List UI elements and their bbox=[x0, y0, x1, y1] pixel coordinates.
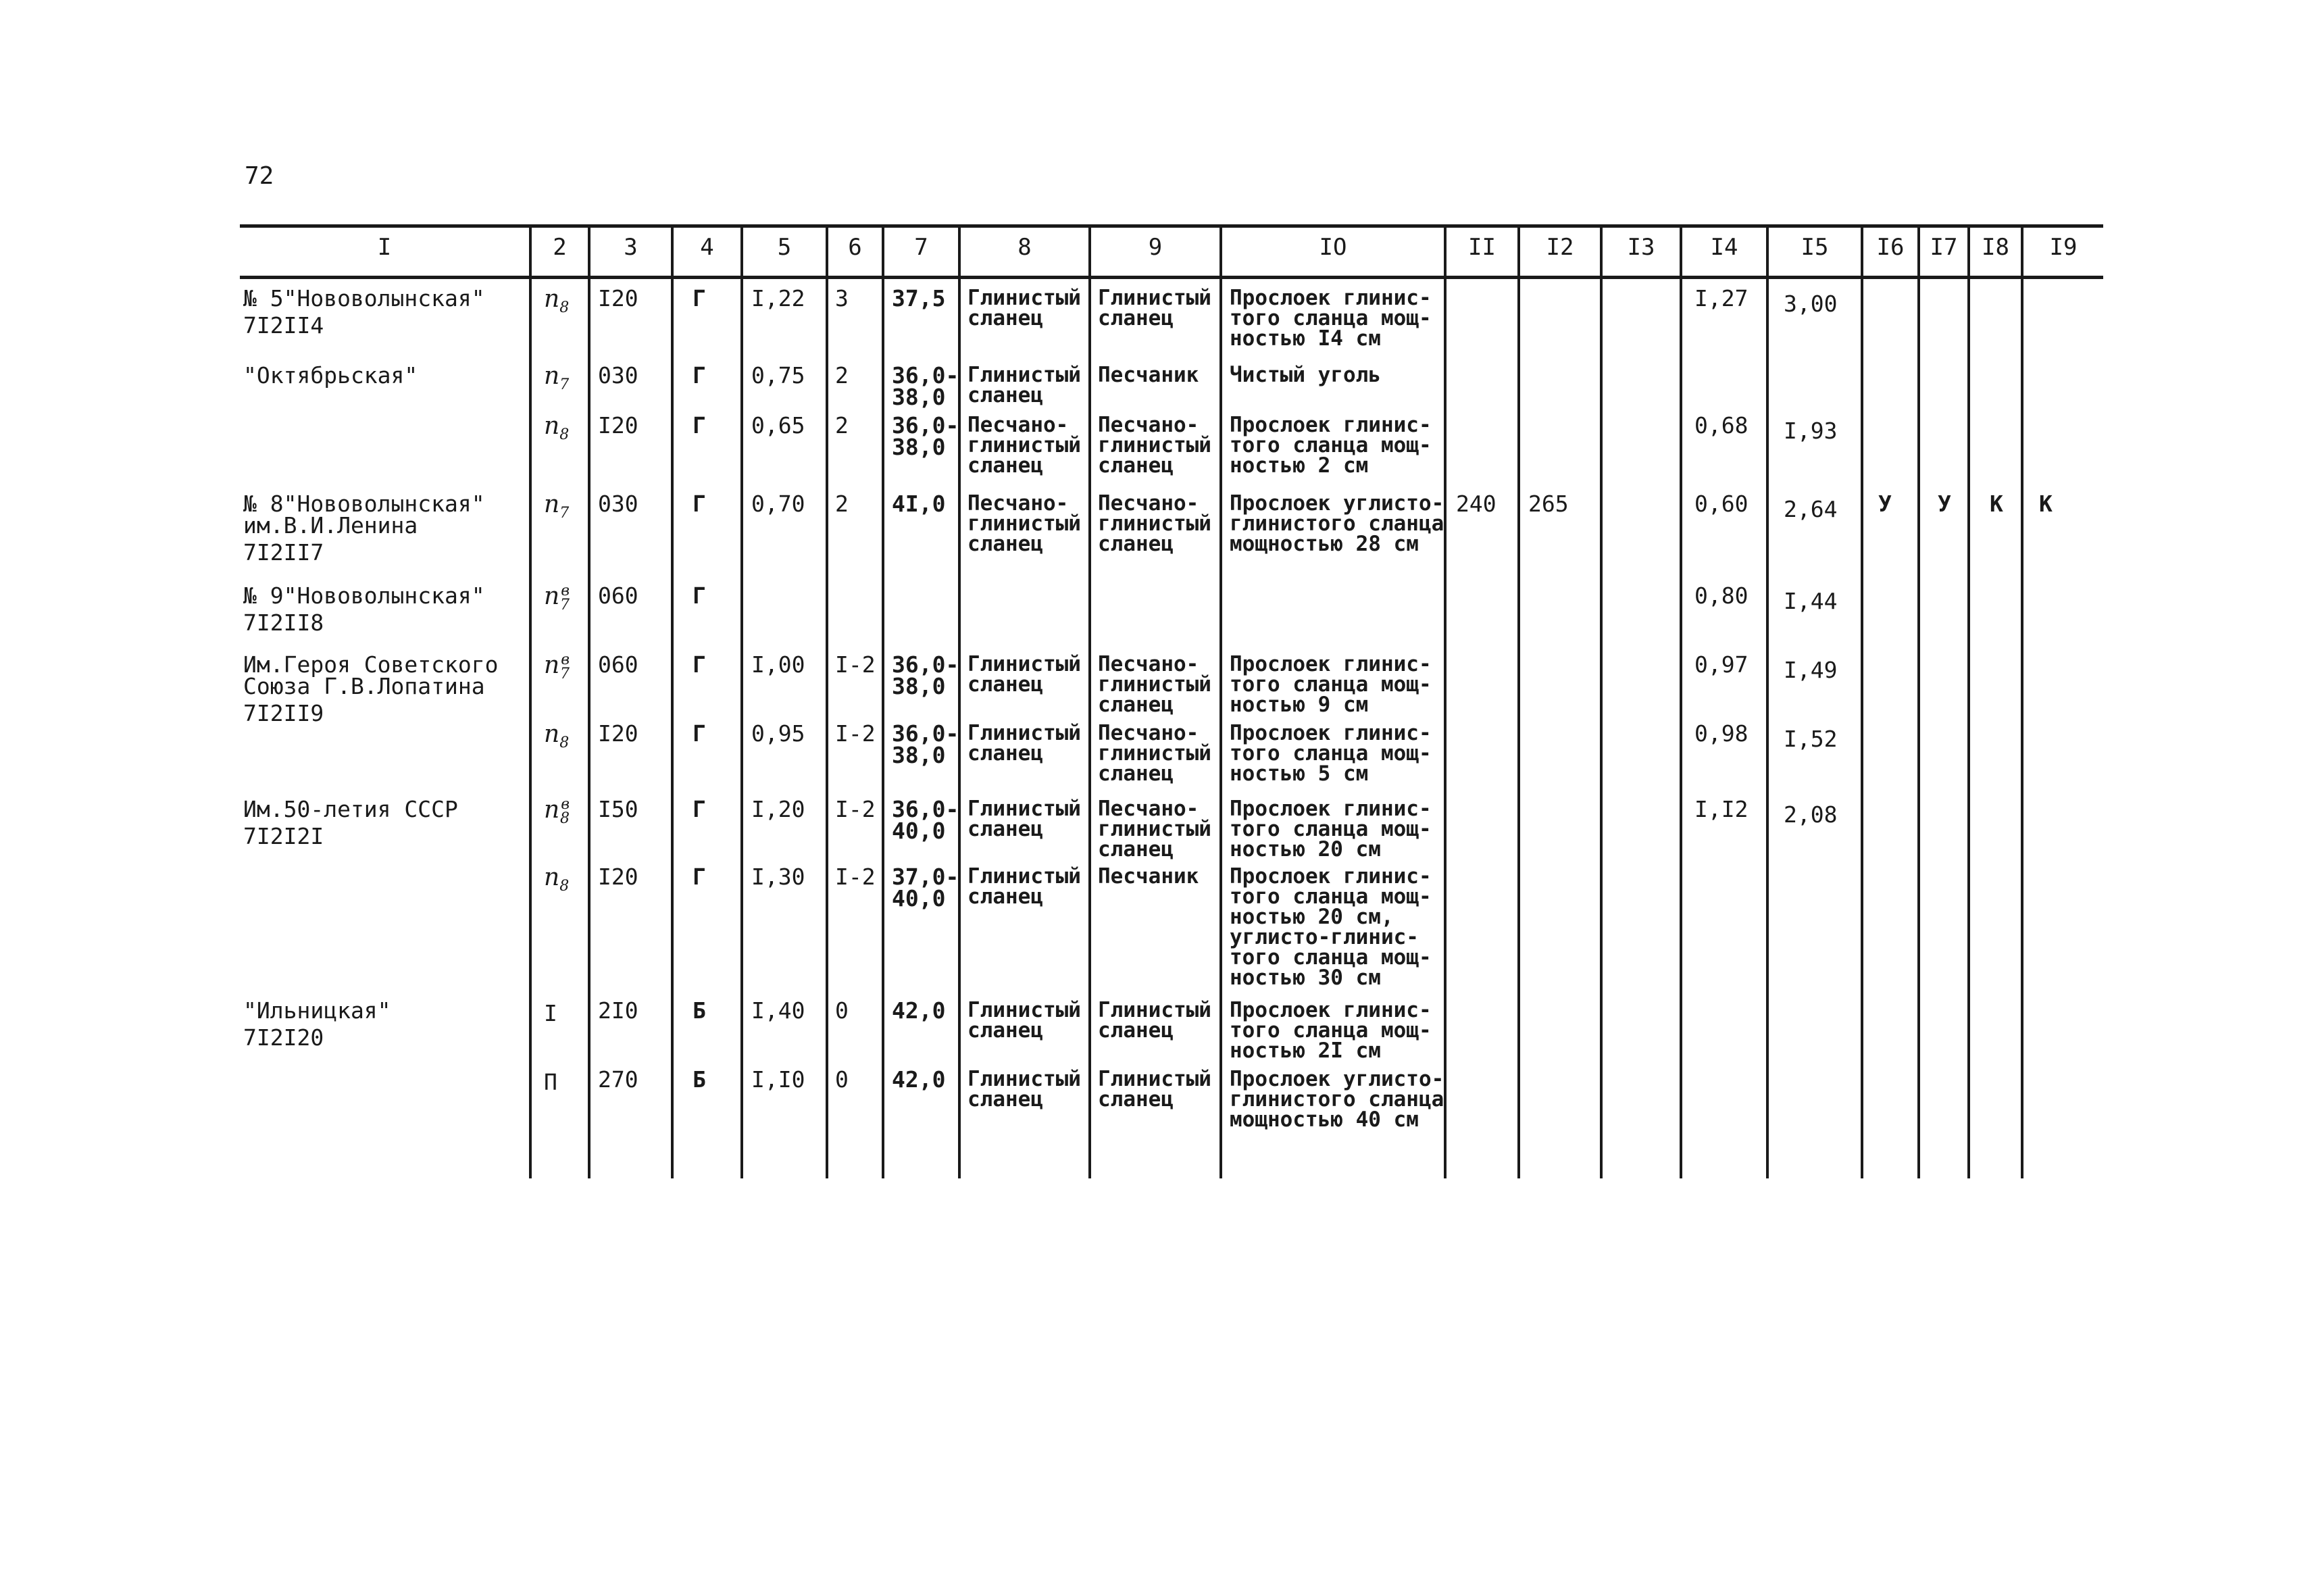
cell-line: того сланца мощ- bbox=[1230, 433, 1432, 457]
row-4-col-c11: 240 bbox=[1456, 491, 1496, 517]
column-header-7: 7 bbox=[914, 234, 928, 261]
seam-sub: 7 bbox=[560, 597, 570, 614]
row-4-col-c5: 0,70 bbox=[751, 491, 805, 517]
seam-index bbox=[544, 285, 569, 316]
cell-line: сланец bbox=[1098, 306, 1174, 330]
cell-line: Прослоек глинис- bbox=[1230, 864, 1432, 889]
cell-line: ностью 9 см bbox=[1230, 693, 1369, 717]
cell-line: углисто-глинис- bbox=[1230, 925, 1419, 949]
row-4-col-c6: 2 bbox=[835, 491, 849, 517]
row-6-col-c3: 060 bbox=[598, 651, 638, 678]
mine-code: 7I2I20 bbox=[243, 1024, 324, 1051]
mine-code: 7I2I2I bbox=[243, 823, 324, 849]
row-8-col-c8 bbox=[967, 799, 1081, 839]
row-7-col-c14: 0,98 bbox=[1694, 720, 1749, 747]
seam-base: n bbox=[544, 362, 560, 390]
mine-code: 7I2II4 bbox=[243, 312, 324, 339]
seam-base: n bbox=[544, 864, 560, 891]
cell-line: сланец bbox=[967, 532, 1043, 556]
cell-line: сланец bbox=[1098, 693, 1174, 717]
column-header-3: 3 bbox=[624, 234, 638, 261]
row-7-col-c15: I,52 bbox=[1784, 726, 1838, 752]
row-11-col-c4: Б bbox=[693, 1066, 706, 1093]
row-3-col-c4: Г bbox=[693, 412, 706, 439]
row-9-col-c6: I-2 bbox=[835, 864, 876, 890]
row-10-col-c9 bbox=[1098, 1000, 1211, 1041]
cell-line: 36,0- bbox=[892, 362, 959, 389]
row-9-col-c10 bbox=[1230, 866, 1432, 988]
cell-line: того сланца мощ- bbox=[1230, 1018, 1432, 1043]
row-3-col-c8 bbox=[967, 415, 1081, 476]
row-2-col-c6: 2 bbox=[835, 362, 849, 389]
cell-line: мощностью 28 см bbox=[1230, 532, 1419, 556]
cell-line: ностью 30 см bbox=[1230, 966, 1381, 990]
cell-line: глинистый bbox=[967, 433, 1081, 457]
row-2-col-c10 bbox=[1230, 365, 1381, 385]
row-6-col-c4: Г bbox=[693, 651, 706, 678]
cell-line: Чистый уголь bbox=[1230, 363, 1381, 387]
row-4-col-c10 bbox=[1230, 493, 1444, 554]
seam-sub: 7 bbox=[559, 376, 570, 394]
row-1-col-c14: I,27 bbox=[1694, 285, 1749, 311]
cell-line: ностью 2 см bbox=[1230, 453, 1369, 478]
cell-line: глинистый bbox=[1098, 433, 1211, 457]
row-8-col-c14: I,I2 bbox=[1694, 796, 1749, 822]
row-6-col-c5: I,00 bbox=[751, 651, 805, 678]
seam-sub: 8 bbox=[559, 426, 570, 444]
cell-line: Песчаник bbox=[1098, 363, 1199, 387]
cell-line: Им.Героя Советского bbox=[243, 651, 499, 678]
cell-line: ностью 20 см bbox=[1230, 837, 1381, 862]
column-divider bbox=[1219, 224, 1222, 1178]
row-5-col-name bbox=[243, 582, 485, 636]
cell-line: Глинистый bbox=[967, 363, 1081, 387]
row-7-col-c10 bbox=[1230, 723, 1432, 784]
cell-line: того сланца мощ- bbox=[1230, 817, 1432, 841]
seam-index bbox=[544, 491, 569, 522]
row-9-col-c7 bbox=[892, 864, 959, 912]
column-header-9: 9 bbox=[1148, 234, 1163, 261]
row-11-col-c6: 0 bbox=[835, 1066, 849, 1093]
cell-line: Прослоек глинис- bbox=[1230, 797, 1432, 821]
mine-code: 7I2II7 bbox=[243, 539, 324, 566]
seam-sup: в bbox=[561, 582, 570, 599]
row-6-col-c8 bbox=[967, 654, 1081, 695]
row-8-col-name bbox=[243, 796, 458, 849]
seam-index bbox=[544, 1069, 557, 1095]
row-4-col-c16: У bbox=[1878, 491, 1892, 517]
cell-line: глинистый bbox=[1098, 741, 1211, 766]
cell-line: того сланца мощ- bbox=[1230, 945, 1432, 970]
cell-line: Им.50-летия СССР bbox=[243, 796, 458, 822]
row-5-col-c15: I,44 bbox=[1784, 588, 1838, 614]
seam-sup: в bbox=[561, 651, 570, 668]
seam-base: П bbox=[544, 1069, 557, 1095]
row-2-col-c8 bbox=[967, 365, 1081, 405]
row-3-col-c5: 0,65 bbox=[751, 412, 805, 439]
seam-base: n bbox=[544, 796, 560, 824]
row-6-col-c9 bbox=[1098, 654, 1211, 715]
row-5-col-c14: 0,80 bbox=[1694, 582, 1749, 609]
cell-line: Глинистый bbox=[967, 652, 1081, 676]
cell-line: сланец bbox=[1098, 837, 1174, 862]
row-1-col-c3: I20 bbox=[598, 285, 638, 311]
cell-line: 37,0- bbox=[892, 864, 959, 890]
cell-line: сланец bbox=[967, 383, 1043, 407]
cell-line: Песчано- bbox=[1098, 797, 1199, 821]
row-10-col-c8 bbox=[967, 1000, 1081, 1041]
row-4-col-c3: 030 bbox=[598, 491, 638, 517]
row-7-col-c7 bbox=[892, 720, 959, 768]
seam-index bbox=[544, 582, 570, 614]
column-divider bbox=[2021, 224, 2023, 1178]
column-divider bbox=[740, 224, 743, 1178]
cell-line: 38,0 bbox=[892, 742, 946, 768]
row-4-col-c9 bbox=[1098, 493, 1211, 554]
column-divider bbox=[1680, 224, 1682, 1178]
column-header-13: I3 bbox=[1627, 234, 1655, 261]
row-4-col-c15: 2,64 bbox=[1784, 496, 1838, 522]
row-1-col-c10 bbox=[1230, 288, 1432, 349]
mine-code: 7I2II8 bbox=[243, 609, 324, 636]
row-8-col-c7 bbox=[892, 796, 959, 844]
cell-line: № 9"Нововолынская" bbox=[243, 582, 485, 609]
cell-line: Глинистый bbox=[967, 864, 1081, 889]
row-11-col-c8 bbox=[967, 1067, 1081, 1112]
cell-line: того сланца мощ- bbox=[1230, 306, 1432, 330]
seam-index bbox=[544, 864, 569, 895]
row-7-col-c3: I20 bbox=[598, 720, 638, 747]
row-9-col-c5: I,30 bbox=[751, 864, 805, 890]
row-6-col-c10 bbox=[1230, 654, 1432, 715]
row-7-col-c6: I-2 bbox=[835, 720, 876, 747]
cell-line: Песчано- bbox=[1098, 652, 1199, 676]
column-divider bbox=[1861, 224, 1863, 1178]
cell-line: Глинистый bbox=[1098, 998, 1211, 1022]
column-header-15: I5 bbox=[1801, 234, 1829, 261]
cell-line: "Октябрьская" bbox=[243, 362, 418, 389]
cell-line: сланец bbox=[1098, 1087, 1174, 1112]
seam-base: n bbox=[544, 285, 560, 313]
row-6-col-c15: I,49 bbox=[1784, 657, 1838, 683]
cell-line: № 5"Нововолынская" bbox=[243, 285, 485, 311]
cell-line: сланец bbox=[1098, 762, 1174, 786]
column-divider bbox=[1444, 224, 1447, 1178]
column-divider bbox=[671, 224, 674, 1178]
row-3-col-c6: 2 bbox=[835, 412, 849, 439]
column-header-10: IO bbox=[1319, 234, 1347, 261]
row-9-col-c8 bbox=[967, 866, 1081, 907]
cell-line: глинистый bbox=[967, 512, 1081, 536]
cell-line: Глинистый bbox=[967, 797, 1081, 821]
cell-line: сланец bbox=[967, 741, 1043, 766]
column-header-4: 4 bbox=[700, 234, 714, 261]
cell-line: того сланца мощ- bbox=[1230, 672, 1432, 697]
row-8-col-c5: I,20 bbox=[751, 796, 805, 822]
row-10-col-c4: Б bbox=[693, 997, 706, 1024]
row-10-col-c6: 0 bbox=[835, 997, 849, 1024]
row-4-col-c19: К bbox=[2039, 491, 2053, 517]
cell-line: 4I,0 bbox=[892, 491, 946, 517]
seam-index bbox=[544, 362, 569, 393]
cell-line: Глинистый bbox=[1098, 1067, 1211, 1091]
cell-line: Глинистый bbox=[1098, 286, 1211, 310]
row-8-col-c6: I-2 bbox=[835, 796, 876, 822]
column-divider bbox=[529, 224, 532, 1178]
column-divider bbox=[588, 224, 590, 1178]
cell-line: того сланца мощ- bbox=[1230, 884, 1432, 909]
table-top-rule bbox=[240, 224, 2103, 228]
row-5-col-c4: Г bbox=[693, 582, 706, 609]
column-header-2: 2 bbox=[553, 234, 567, 261]
cell-line: глинистый bbox=[1098, 512, 1211, 536]
mine-code: 7I2II9 bbox=[243, 700, 324, 726]
row-9-col-c3: I20 bbox=[598, 864, 638, 890]
row-8-col-c9 bbox=[1098, 797, 1211, 862]
column-header-17: I7 bbox=[1930, 234, 1958, 261]
cell-line: Песчано- bbox=[1098, 413, 1199, 437]
row-10-col-name bbox=[243, 997, 391, 1051]
cell-line: 38,0 bbox=[892, 434, 946, 460]
row-7-col-c4: Г bbox=[693, 720, 706, 747]
row-1-col-c9 bbox=[1098, 288, 1211, 328]
cell-line: глинистого сланца bbox=[1230, 1087, 1444, 1112]
row-1-col-c6: 3 bbox=[835, 285, 849, 311]
row-2-col-c3: 030 bbox=[598, 362, 638, 389]
column-header-11: II bbox=[1468, 234, 1496, 261]
cell-line: 38,0 bbox=[892, 384, 946, 410]
row-7-col-c8 bbox=[967, 723, 1081, 764]
row-4-col-c4: Г bbox=[693, 491, 706, 517]
column-divider bbox=[1088, 224, 1091, 1178]
column-header-14: I4 bbox=[1710, 234, 1738, 261]
cell-line: Песчано- bbox=[967, 491, 1069, 516]
row-11-col-c10 bbox=[1230, 1069, 1444, 1130]
row-1-col-c7 bbox=[892, 285, 946, 311]
cell-line: сланец bbox=[967, 453, 1043, 478]
row-11-col-c5: I,I0 bbox=[751, 1066, 805, 1093]
row-10-col-c10 bbox=[1230, 1000, 1432, 1061]
cell-line: Союза Г.В.Лопатина bbox=[243, 673, 485, 699]
row-3-col-c9 bbox=[1098, 415, 1211, 476]
row-11-col-c9 bbox=[1098, 1067, 1211, 1112]
seam-base: n bbox=[544, 720, 560, 748]
seam-base: n bbox=[544, 491, 560, 518]
cell-line: 37,5 bbox=[892, 285, 946, 311]
row-8-col-c4: Г bbox=[693, 796, 706, 822]
column-header-6: 6 bbox=[848, 234, 862, 261]
cell-line: Прослоек глинис- bbox=[1230, 652, 1432, 676]
cell-line: им.В.И.Ленина bbox=[243, 512, 418, 539]
page-number: 72 bbox=[245, 162, 274, 190]
column-divider bbox=[1766, 224, 1769, 1178]
cell-line: Прослоек глинис- bbox=[1230, 998, 1432, 1022]
row-2-col-c7 bbox=[892, 362, 959, 410]
column-divider bbox=[1517, 224, 1520, 1178]
row-3-col-c15: I,93 bbox=[1784, 418, 1838, 444]
row-10-col-c3: 2I0 bbox=[598, 997, 638, 1024]
cell-line: ностью I4 см bbox=[1230, 326, 1381, 351]
cell-line: Глинистый bbox=[967, 286, 1081, 310]
column-divider bbox=[1917, 224, 1920, 1178]
column-divider bbox=[882, 224, 884, 1178]
row-5-col-c3: 060 bbox=[598, 582, 638, 609]
cell-line: ностью 2I см bbox=[1230, 1039, 1381, 1063]
row-4-col-c17: У bbox=[1938, 491, 1951, 517]
cell-line: сланец bbox=[967, 672, 1043, 697]
column-divider bbox=[1967, 224, 1970, 1178]
seam-sub: 7 bbox=[559, 505, 570, 522]
cell-line: ностью 20 см, bbox=[1230, 905, 1394, 929]
cell-line: 40,0 bbox=[892, 818, 946, 844]
column-header-1: I bbox=[377, 234, 392, 261]
seam-base: n bbox=[544, 651, 560, 679]
cell-line: сланец bbox=[967, 1018, 1043, 1043]
row-3-col-c7 bbox=[892, 412, 959, 460]
row-4-col-c12: 265 bbox=[1528, 491, 1569, 517]
row-3-col-c3: I20 bbox=[598, 412, 638, 439]
row-3-col-c14: 0,68 bbox=[1694, 412, 1749, 439]
cell-line: того сланца мощ- bbox=[1230, 741, 1432, 766]
cell-line: сланец bbox=[967, 306, 1043, 330]
row-4-col-c18: К bbox=[1990, 491, 2003, 517]
row-9-col-c4: Г bbox=[693, 864, 706, 890]
cell-line: сланец bbox=[1098, 453, 1174, 478]
cell-line: 36,0- bbox=[892, 651, 959, 678]
cell-line: 36,0- bbox=[892, 796, 959, 822]
row-1-col-c4: Г bbox=[693, 285, 706, 311]
row-6-col-c7 bbox=[892, 651, 959, 699]
cell-line: глинистый bbox=[1098, 672, 1211, 697]
seam-base: n bbox=[544, 582, 560, 610]
row-4-col-name bbox=[243, 493, 485, 564]
column-header-19: I9 bbox=[2049, 234, 2078, 261]
seam-sub: 8 bbox=[560, 810, 570, 828]
seam-index bbox=[544, 796, 570, 827]
cell-line: сланец bbox=[1098, 1018, 1174, 1043]
row-8-col-c15: 2,08 bbox=[1784, 801, 1838, 828]
cell-line: Прослоек углисто- bbox=[1230, 1067, 1444, 1091]
row-6-col-name bbox=[243, 651, 499, 726]
seam-sup: в bbox=[561, 796, 570, 813]
cell-line: сланец bbox=[1098, 532, 1174, 556]
row-1-col-c5: I,22 bbox=[751, 285, 805, 311]
cell-line: сланец bbox=[967, 817, 1043, 841]
cell-line: мощностью 40 см bbox=[1230, 1107, 1419, 1132]
cell-line: "Ильницкая" bbox=[243, 997, 391, 1024]
row-3-col-c10 bbox=[1230, 415, 1432, 476]
seam-sub: 8 bbox=[559, 299, 570, 317]
cell-line: ностью 5 см bbox=[1230, 762, 1369, 786]
header-bottom-rule bbox=[240, 276, 2103, 279]
row-8-col-c10 bbox=[1230, 797, 1432, 862]
cell-line: Прослоек углисто- bbox=[1230, 491, 1444, 516]
row-2-col-name bbox=[243, 362, 418, 389]
column-header-5: 5 bbox=[777, 234, 792, 261]
cell-line: Прослоек глинис- bbox=[1230, 413, 1432, 437]
column-header-12: I2 bbox=[1546, 234, 1574, 261]
cell-line: глинистого сланца bbox=[1230, 512, 1444, 536]
row-10-col-c5: I,40 bbox=[751, 997, 805, 1024]
column-divider bbox=[1600, 224, 1603, 1178]
cell-line: 40,0 bbox=[892, 885, 946, 912]
seam-index bbox=[544, 720, 569, 751]
cell-line: 36,0- bbox=[892, 412, 959, 439]
cell-line: Глинистый bbox=[967, 721, 1081, 745]
row-1-col-name bbox=[243, 285, 485, 339]
row-2-col-c5: 0,75 bbox=[751, 362, 805, 389]
row-1-col-c8 bbox=[967, 288, 1081, 328]
cell-line: глинистый bbox=[1098, 817, 1211, 841]
row-4-col-c7 bbox=[892, 493, 945, 515]
seam-sub: 8 bbox=[559, 734, 570, 752]
row-7-col-c9 bbox=[1098, 723, 1211, 784]
row-6-col-c14: 0,97 bbox=[1694, 651, 1749, 678]
seam-index bbox=[544, 651, 570, 682]
column-header-8: 8 bbox=[1017, 234, 1032, 261]
seam-index bbox=[544, 1000, 557, 1026]
seam-index bbox=[544, 412, 569, 443]
cell-line: Песчано- bbox=[1098, 721, 1199, 745]
cell-line: 42,0 bbox=[892, 997, 946, 1024]
row-8-col-c3: I50 bbox=[598, 796, 638, 822]
row-11-col-c7 bbox=[892, 1066, 946, 1093]
cell-line: Глинистый bbox=[967, 998, 1081, 1022]
cell-line: Глинистый bbox=[967, 1067, 1081, 1091]
row-2-col-c9 bbox=[1098, 365, 1199, 385]
cell-line: сланец bbox=[967, 884, 1043, 909]
cell-line: сланец bbox=[967, 1087, 1043, 1112]
row-1-col-c15: 3,00 bbox=[1784, 291, 1838, 317]
seam-base: n bbox=[544, 412, 560, 440]
row-10-col-c7 bbox=[892, 997, 946, 1024]
column-divider bbox=[826, 224, 828, 1178]
cell-line: Прослоек глинис- bbox=[1230, 721, 1432, 745]
row-9-col-c9 bbox=[1098, 866, 1199, 887]
column-header-16: I6 bbox=[1876, 234, 1905, 261]
row-4-col-c8 bbox=[967, 493, 1081, 554]
cell-line: 38,0 bbox=[892, 673, 946, 699]
cell-line: Песчаник bbox=[1098, 864, 1199, 889]
row-7-col-c5: 0,95 bbox=[751, 720, 805, 747]
row-2-col-c4: Г bbox=[693, 362, 706, 389]
cell-line: 42,0 bbox=[892, 1066, 946, 1093]
cell-line: Прослоек глинис- bbox=[1230, 286, 1432, 310]
seam-base: I bbox=[544, 1000, 557, 1026]
row-11-col-c3: 270 bbox=[598, 1066, 638, 1093]
seam-sub: 7 bbox=[560, 666, 570, 683]
cell-line: № 8"Нововолынская" bbox=[243, 491, 485, 517]
row-4-col-c14: 0,60 bbox=[1694, 491, 1749, 517]
cell-line: 36,0- bbox=[892, 720, 959, 747]
cell-line: Песчано- bbox=[967, 413, 1069, 437]
cell-line: Песчано- bbox=[1098, 491, 1199, 516]
seam-sub: 8 bbox=[559, 878, 570, 895]
row-6-col-c6: I-2 bbox=[835, 651, 876, 678]
column-header-18: I8 bbox=[1982, 234, 2009, 261]
